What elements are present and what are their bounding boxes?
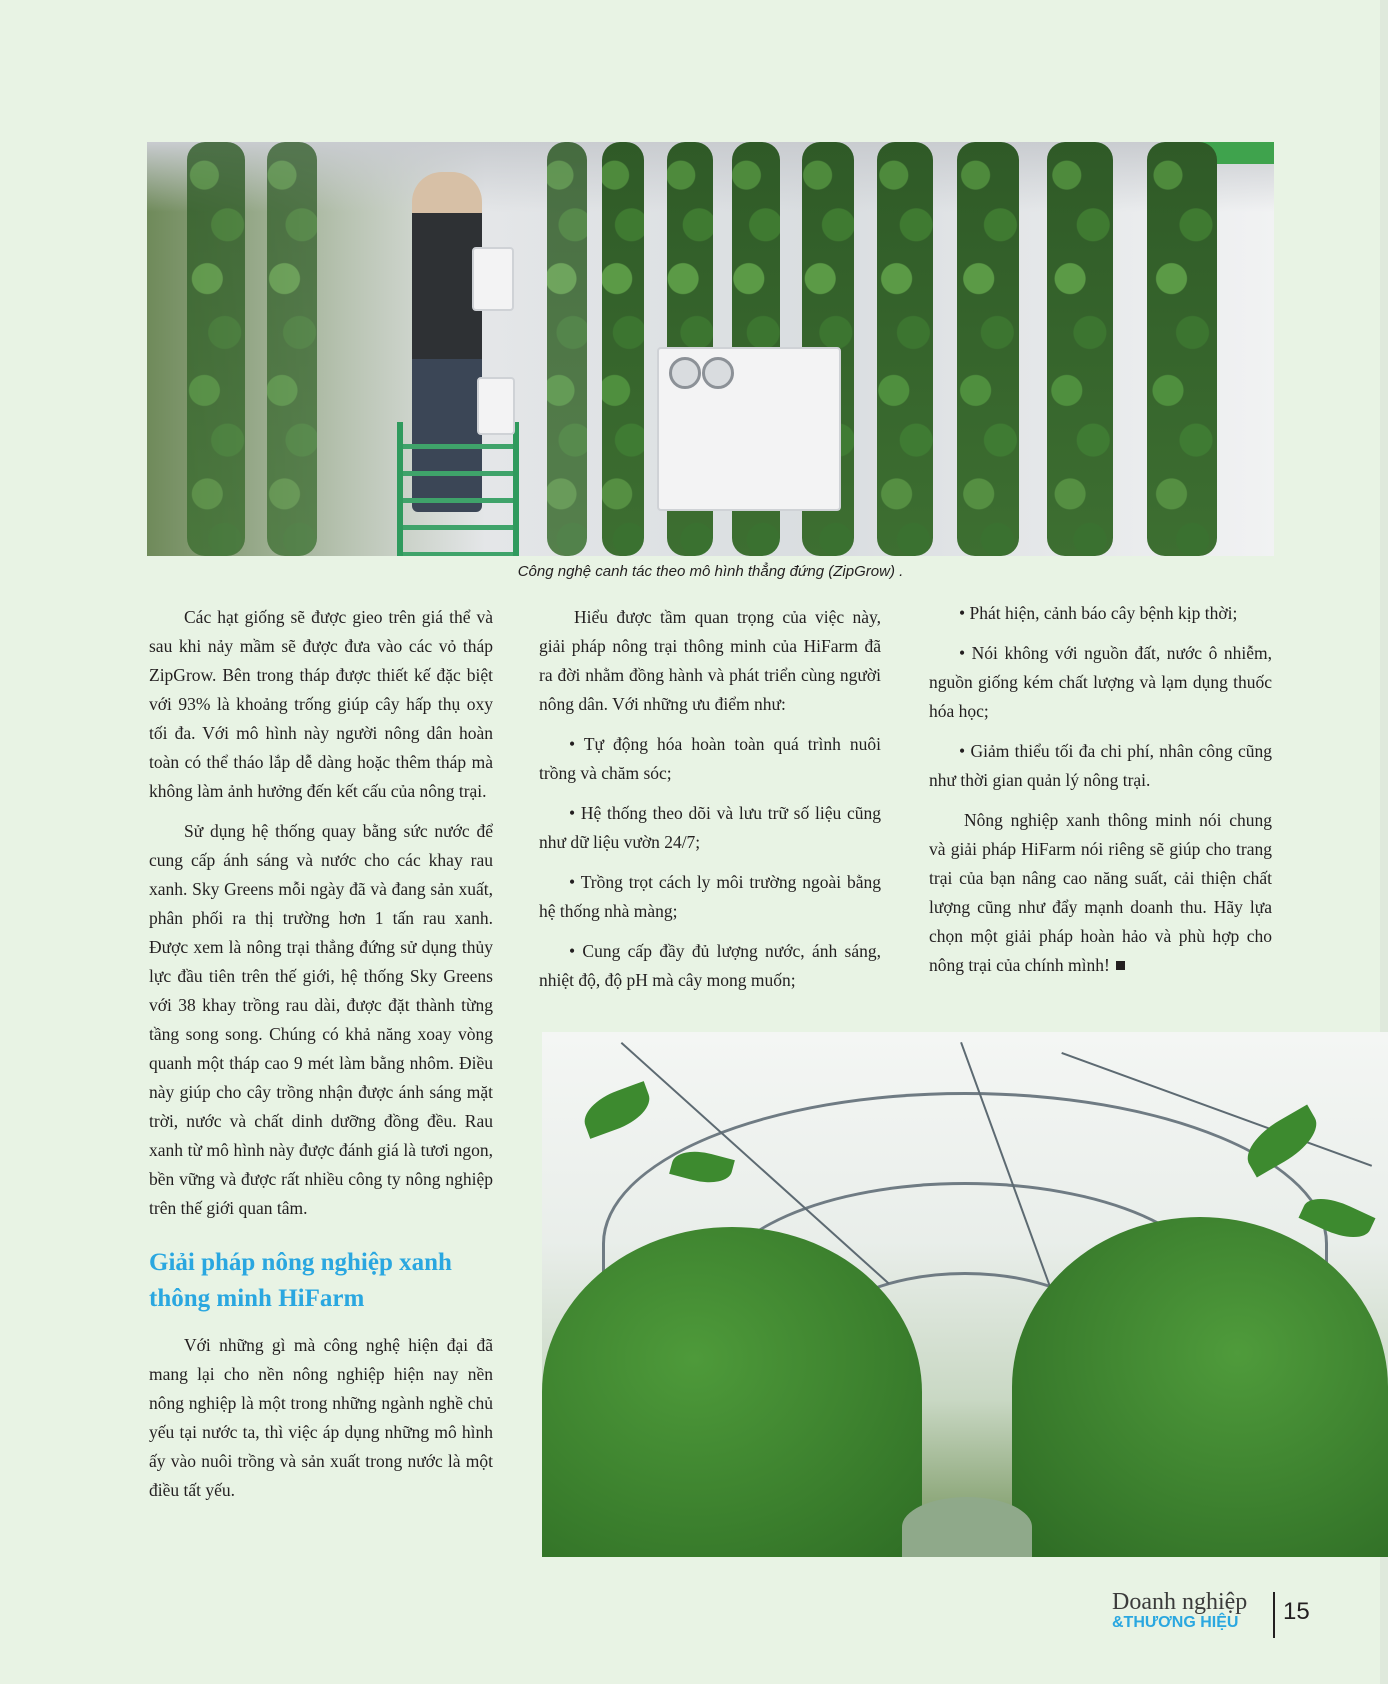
column-2	[539, 603, 881, 1006]
fan-icon	[702, 357, 734, 389]
bullet-item: • Trồng trọt cách ly môi trường ngoài bằng hệ thống nhà màng;	[539, 872, 881, 921]
column-3	[929, 599, 1272, 991]
magazine-logo	[1112, 1590, 1262, 1632]
logo-line-1: Doanh nghiệp	[1112, 1589, 1248, 1615]
photo-caption: Công nghệ canh tác theo mô hình thẳng đứng (ZipGrow) .	[517, 563, 904, 580]
vertical-farm-photo	[147, 142, 1274, 556]
plant-tower	[1147, 142, 1217, 556]
bullet-item: • Cung cấp đầy đủ lượng nước, ánh sáng, nhiệt độ, độ pH mà cây mong muốn;	[539, 941, 881, 990]
leaf	[578, 1081, 656, 1139]
plant-tower	[602, 142, 644, 556]
bullet-item: • Phát hiện, cảnh báo cây bệnh kịp thời;	[959, 603, 1238, 623]
paragraph: Các hạt giống sẽ được gieo trên giá thể và sau khi nảy mầm sẽ được đưa vào các vỏ tháp ZipGrow. Bên trong tháp được thiết kế đặc biệt với 93% là khoảng trống giúp cây hấp thụ oxy tối đa. Với mô hình này người nông dân hoàn toàn có thể tháo lắp dễ dàng hoặc thêm tháp mà không làm ảnh hưởng đến kết cấu của nông trại.	[149, 607, 493, 801]
logo-line-2: &THƯƠNG HIỆU	[1112, 1614, 1239, 1631]
bullet-item: • Hệ thống theo dõi và lưu trữ số liệu cũng như dữ liệu vườn 24/7;	[539, 803, 881, 852]
plant-row	[542, 1227, 922, 1557]
plant-row	[1012, 1217, 1388, 1557]
paragraph: Với những gì mà công nghệ hiện đại đã mang lại cho nền nông nghiệp hiện nay nền nông nghiệp là một trong những ngành nghề chủ yếu tại nước ta, thì việc áp dụng những mô hình ấy vào nuôi trồng và sản xuất trong nước là một điều tất yếu.	[149, 1335, 493, 1500]
plant-tower	[877, 142, 933, 556]
bullet-item: • Tự động hóa hoàn toàn quá trình nuôi trồng và chăm sóc;	[539, 734, 881, 783]
page-number: 15	[1283, 1598, 1310, 1625]
leaf	[1238, 1105, 1326, 1178]
plant-tower	[547, 142, 587, 556]
closing-paragraph	[929, 806, 1272, 980]
paragraph: Sử dụng hệ thống quay bằng sức nước để cung cấp ánh sáng và nước cho các khay rau xanh. Sky Greens mỗi ngày đã và đang sản xuất, phân phối ra thị trường hơn 1 tấn rau xanh. Được xem là nông trại thẳng đứng sử dụng thủy lực đầu tiên trên thế giới, hệ thống Sky Greens với 38 khay trồng rau dài, được đặt thành từng tầng song song. Chúng có khả năng xoay vòng quanh một tháp cao 9 mét làm bằng nhôm. Điều này giúp cho cây trồng nhận được ánh sáng mặt trời, nước và chất dinh dưỡng đồng đều. Rau xanh từ mô hình này được đánh giá là tươi ngon, bền vững và được rất nhiều công ty nông nghiệp trên thế giới quan tâm.	[149, 821, 493, 1218]
plant-tower	[1047, 142, 1113, 556]
bullet-item: • Nói không với nguồn đất, nước ô nhiễm, nguồn giống kém chất lượng và lạm dụng thuốc hóa học;	[929, 643, 1272, 721]
plant-tower	[267, 142, 317, 556]
fan-icon	[669, 357, 701, 389]
climate-unit	[472, 247, 514, 311]
plant-tower	[957, 142, 1019, 556]
greenhouse-aisle	[902, 1497, 1032, 1557]
plant-tower	[187, 142, 245, 556]
column-1	[149, 603, 493, 1516]
bullet-item: • Giảm thiểu tối đa chi phí, nhân công cũng như thời gian quản lý nông trại.	[929, 741, 1272, 790]
ladder	[397, 422, 519, 556]
greenhouse-photo	[542, 1032, 1388, 1557]
footer-divider	[1273, 1592, 1275, 1638]
paragraph: Hiểu được tầm quan trọng của việc này, giải pháp nông trại thông minh của HiFarm đã ra đời nhằm đồng hành và phát triển cùng người nông dân. Với những ưu điểm như:	[539, 607, 881, 714]
climate-unit	[477, 377, 515, 435]
closing-text: Nông nghiệp xanh thông minh nói chung và giải pháp HiFarm nói riêng sẽ giúp cho trang trại của bạn nâng cao năng suất, cải thiện chất lượng cũng như đẩy mạnh doanh thu. Hãy lựa chọn một giải pháp hoàn hảo và phù hợp cho nông trại của chính mình!	[929, 810, 1272, 975]
section-heading: Giải pháp nông nghiệp xanh thông minh HiFarm	[149, 1249, 452, 1312]
end-of-article-mark	[1116, 961, 1125, 970]
